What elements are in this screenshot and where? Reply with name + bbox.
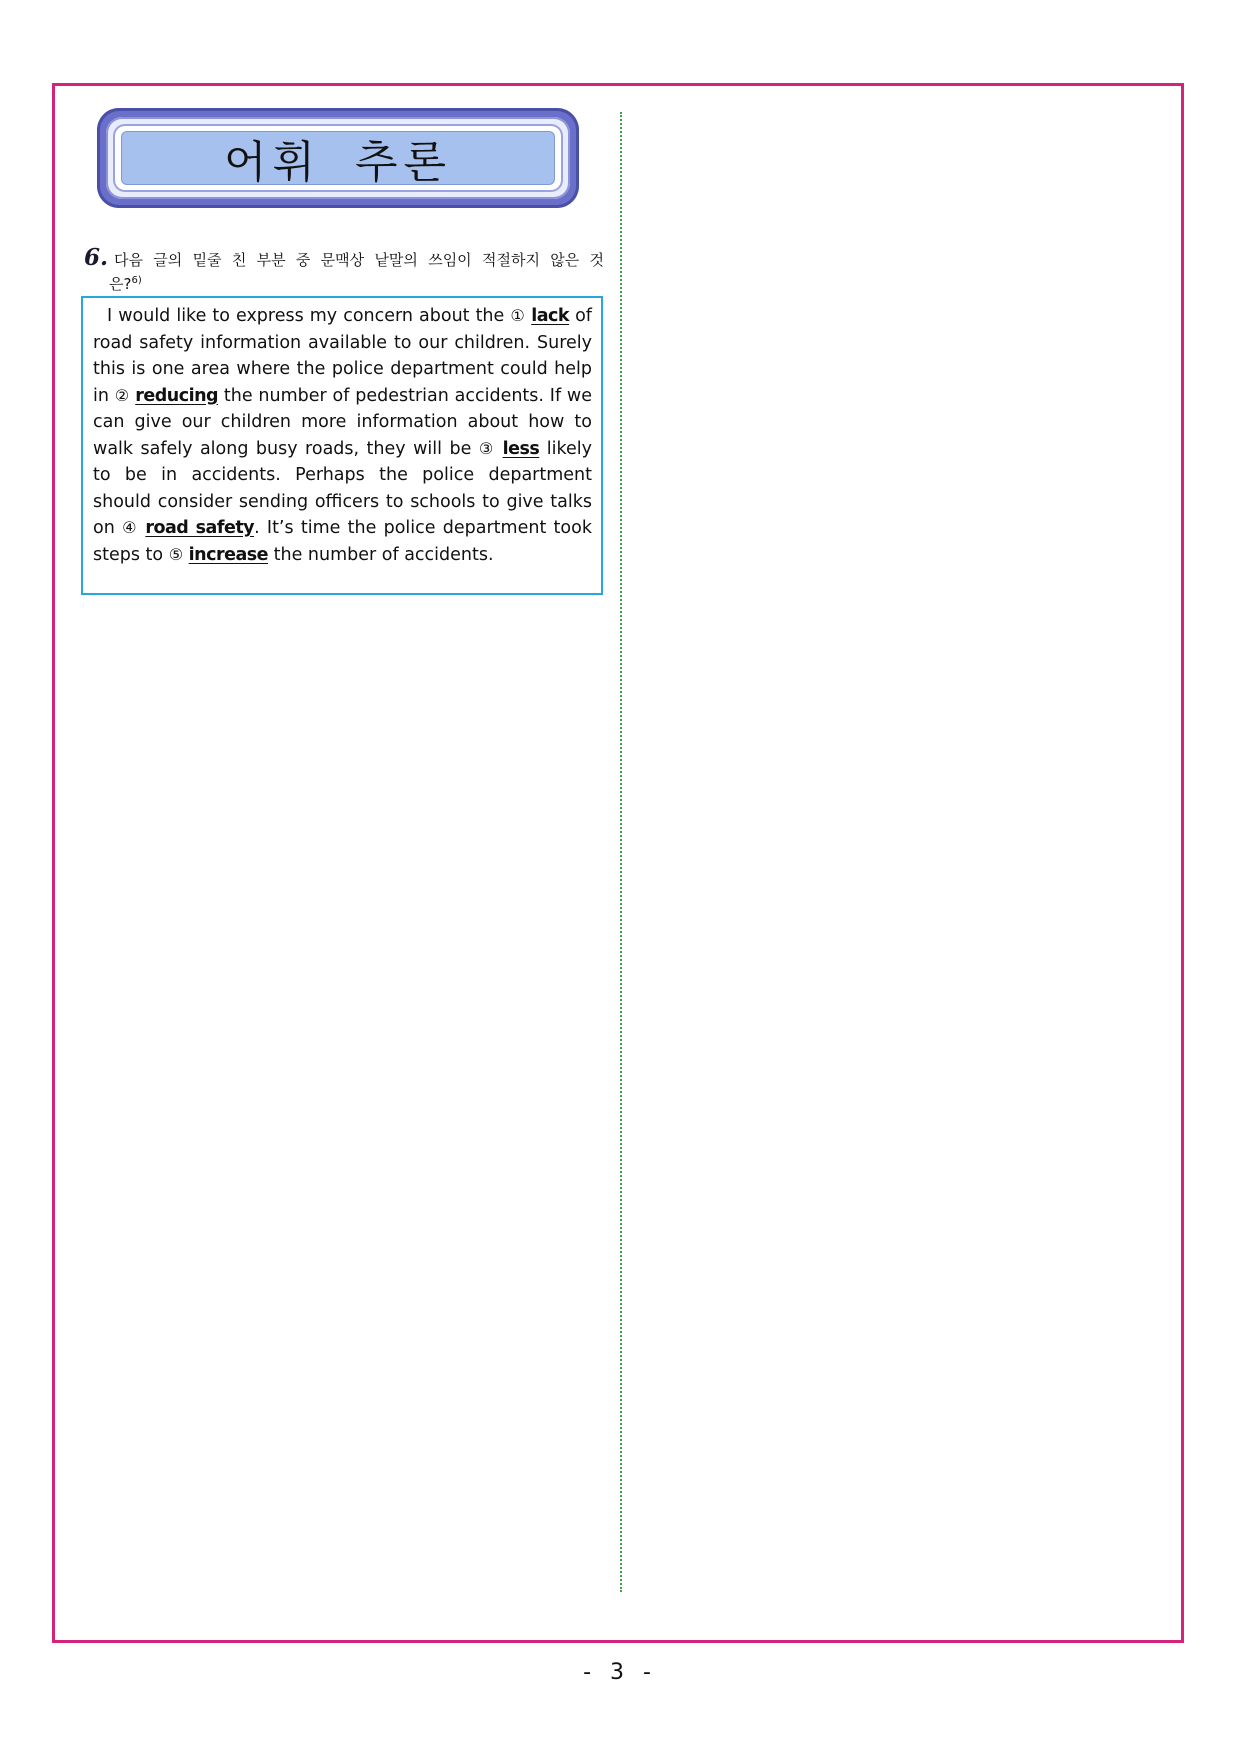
passage-segment: the number of accidents. [273, 544, 494, 565]
passage-segment: I would like to express my concern about the [107, 306, 505, 326]
underlined-choice-5: increase [188, 544, 269, 565]
question-footnote: 6) [131, 275, 142, 286]
passage-segment: of road safety information available to our children. Surely this is one area where the police department could help in [93, 306, 592, 406]
choice-marker-1: ① [510, 306, 526, 325]
column-divider [620, 112, 622, 1592]
question-number: 6. [84, 244, 109, 271]
question-prompt-line2: 은? [109, 275, 132, 293]
underlined-choice-2: reducing [135, 385, 219, 406]
question-prompt-line1: 다음 글의 밑줄 친 부분 중 문맥상 낱말의 쓰임이 적절하지 않은 것 [114, 251, 604, 269]
passage-segment: the number of pedestrian accidents. If we can give our children more information about how to walk safely along busy roads, they will be [93, 385, 592, 459]
section-title-banner [97, 108, 579, 208]
page-number: - 3 - [583, 1660, 657, 1685]
underlined-choice-4: road safety [145, 518, 255, 538]
passage-segment: . It’s time the police department took steps to [93, 518, 592, 565]
passage-segment: likely to be in accidents. Perhaps the police department should consider sending officers to schools to give talks on [93, 438, 592, 538]
choice-marker-4: ④ [122, 518, 139, 537]
underlined-choice-1: lack [531, 306, 570, 326]
passage-box [81, 296, 603, 595]
choice-marker-2: ② [114, 385, 130, 405]
choice-marker-5: ⑤ [168, 544, 184, 564]
underlined-choice-3: less [502, 438, 540, 459]
choice-marker-3: ③ [478, 438, 496, 458]
section-title: 어휘 추론 [223, 137, 452, 188]
question-6 [84, 244, 604, 294]
passage-text [93, 303, 592, 568]
